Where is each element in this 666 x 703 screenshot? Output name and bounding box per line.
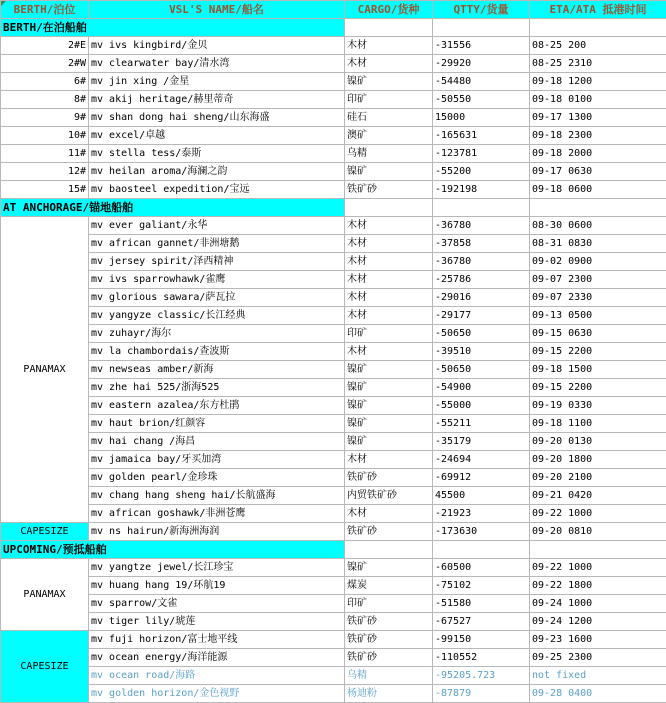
berth-cell: 2#E bbox=[1, 37, 89, 55]
qtty-cell: -173630 bbox=[433, 523, 530, 541]
qtty-cell: -21923 bbox=[433, 505, 530, 523]
cargo-cell: 木材 bbox=[345, 235, 433, 253]
eta-cell: 08-31 0830 bbox=[530, 235, 666, 253]
table-row bbox=[1, 181, 666, 199]
berth-cell: 12# bbox=[1, 163, 89, 181]
eta-cell: 09-20 2100 bbox=[530, 469, 666, 487]
eta-cell: 09-19 0330 bbox=[530, 397, 666, 415]
eta-cell: 09-28 0400 bbox=[530, 685, 666, 703]
qtty-cell: -192198 bbox=[433, 181, 530, 199]
vessel-cell: mv glorious sawara/萨瓦拉 bbox=[89, 289, 345, 307]
section-upcoming-row bbox=[1, 541, 666, 559]
section-anchorage-title: AT ANCHORAGE/锚地船舶 bbox=[1, 199, 345, 217]
cargo-cell: 镍矿 bbox=[345, 559, 433, 577]
vessel-cell: mv huang hang 19/环航19 bbox=[89, 577, 345, 595]
cargo-cell: 木材 bbox=[345, 37, 433, 55]
qtty-cell: -29177 bbox=[433, 307, 530, 325]
eta-cell: 09-17 1300 bbox=[530, 109, 666, 127]
qtty-cell: -31556 bbox=[433, 37, 530, 55]
eta-cell: 09-18 0600 bbox=[530, 181, 666, 199]
qtty-cell: -50650 bbox=[433, 361, 530, 379]
header-row bbox=[1, 1, 666, 19]
table-row bbox=[1, 343, 666, 361]
group-label: PANAMAX bbox=[1, 217, 89, 523]
table-row bbox=[1, 289, 666, 307]
vessel-cell: mv la chambordais/查波斯 bbox=[89, 343, 345, 361]
berth-cell: 15# bbox=[1, 181, 89, 199]
table-row bbox=[1, 361, 666, 379]
table-row bbox=[1, 559, 666, 577]
empty-cell bbox=[345, 541, 433, 559]
cargo-cell: 木材 bbox=[345, 505, 433, 523]
qtty-cell: -99150 bbox=[433, 631, 530, 649]
table-row bbox=[1, 127, 666, 145]
cargo-cell: 木材 bbox=[345, 451, 433, 469]
cargo-cell: 硅石 bbox=[345, 109, 433, 127]
cargo-cell: 铁矿砂 bbox=[345, 613, 433, 631]
vessel-cell: mv excel/卓越 bbox=[89, 127, 345, 145]
vessel-cell: mv eastern azalea/东方杜鹃 bbox=[89, 397, 345, 415]
table-row bbox=[1, 55, 666, 73]
vessel-cell: mv chang hang sheng hai/长航盛海 bbox=[89, 487, 345, 505]
table-row bbox=[1, 649, 666, 667]
vessel-cell: mv ocean road/海路 bbox=[89, 667, 345, 685]
eta-cell: 09-18 0100 bbox=[530, 91, 666, 109]
table-row bbox=[1, 631, 666, 649]
cargo-cell: 铁矿砂 bbox=[345, 181, 433, 199]
vessel-cell: mv akij heritage/赫里蒂奇 bbox=[89, 91, 345, 109]
table-row bbox=[1, 433, 666, 451]
cargo-cell: 镍矿 bbox=[345, 73, 433, 91]
header-berth: BERTH/泊位 bbox=[1, 1, 89, 19]
berth-cell: 11# bbox=[1, 145, 89, 163]
cargo-cell: 印矿 bbox=[345, 325, 433, 343]
berth-cell: 6# bbox=[1, 73, 89, 91]
berth-cell: 8# bbox=[1, 91, 89, 109]
table-row bbox=[1, 415, 666, 433]
table-row bbox=[1, 109, 666, 127]
eta-cell: 09-20 0130 bbox=[530, 433, 666, 451]
qtty-cell: -37858 bbox=[433, 235, 530, 253]
eta-cell: 09-18 1500 bbox=[530, 361, 666, 379]
vessel-cell: mv fuji horizon/富士地平线 bbox=[89, 631, 345, 649]
eta-cell: 08-25 2310 bbox=[530, 55, 666, 73]
vessel-cell: mv jin xing /金星 bbox=[89, 73, 345, 91]
cargo-cell: 木材 bbox=[345, 289, 433, 307]
cargo-cell: 铁矿砂 bbox=[345, 469, 433, 487]
cargo-cell: 乌精 bbox=[345, 667, 433, 685]
table-row bbox=[1, 325, 666, 343]
cargo-cell: 镍矿 bbox=[345, 163, 433, 181]
table-row bbox=[1, 145, 666, 163]
eta-cell: 09-20 0810 bbox=[530, 523, 666, 541]
vessel-cell: mv heilan aroma/海澜之韵 bbox=[89, 163, 345, 181]
table-row bbox=[1, 523, 666, 541]
empty-cell bbox=[530, 541, 666, 559]
berth-cell: 2#W bbox=[1, 55, 89, 73]
group-label: CAPESIZE bbox=[1, 523, 89, 541]
qtty-cell: 45500 bbox=[433, 487, 530, 505]
eta-cell: 09-24 1000 bbox=[530, 595, 666, 613]
vessel-cell: mv jersey spirit/泽西精神 bbox=[89, 253, 345, 271]
empty-cell bbox=[345, 19, 433, 37]
qtty-cell: -29016 bbox=[433, 289, 530, 307]
header-eta: ETA/ATA 抵港时间 bbox=[530, 1, 666, 19]
vessel-cell: mv hai chang /海昌 bbox=[89, 433, 345, 451]
vessel-cell: mv african gannet/非洲塘鹅 bbox=[89, 235, 345, 253]
cargo-cell: 镍矿 bbox=[345, 415, 433, 433]
eta-cell: 09-22 1800 bbox=[530, 577, 666, 595]
eta-cell: 09-25 2300 bbox=[530, 649, 666, 667]
qtty-cell: -35179 bbox=[433, 433, 530, 451]
empty-cell bbox=[530, 199, 666, 217]
qtty-cell: -39510 bbox=[433, 343, 530, 361]
cargo-cell: 镍矿 bbox=[345, 397, 433, 415]
cargo-cell: 印矿 bbox=[345, 91, 433, 109]
cargo-cell: 煤炭 bbox=[345, 577, 433, 595]
table-row bbox=[1, 577, 666, 595]
table-row bbox=[1, 253, 666, 271]
qtty-cell: -25786 bbox=[433, 271, 530, 289]
qtty-cell: -24694 bbox=[433, 451, 530, 469]
cargo-cell: 内贸铁矿砂 bbox=[345, 487, 433, 505]
vessel-cell: mv golden horizon/金色视野 bbox=[89, 685, 345, 703]
eta-cell: 09-02 0900 bbox=[530, 253, 666, 271]
vessel-cell: mv ocean energy/海洋能源 bbox=[89, 649, 345, 667]
cargo-cell: 铁矿砂 bbox=[345, 631, 433, 649]
qtty-cell: -165631 bbox=[433, 127, 530, 145]
qtty-cell: -95205.723 bbox=[433, 667, 530, 685]
eta-cell: 09-15 0630 bbox=[530, 325, 666, 343]
cargo-cell: 木材 bbox=[345, 343, 433, 361]
cargo-cell: 木材 bbox=[345, 55, 433, 73]
cargo-cell: 镍矿 bbox=[345, 379, 433, 397]
eta-cell: 09-18 2000 bbox=[530, 145, 666, 163]
eta-cell: 09-15 2200 bbox=[530, 343, 666, 361]
vessel-cell: mv sparrow/文雀 bbox=[89, 595, 345, 613]
table-row bbox=[1, 307, 666, 325]
table-row bbox=[1, 487, 666, 505]
berth-cell: 10# bbox=[1, 127, 89, 145]
cargo-cell: 镍矿 bbox=[345, 433, 433, 451]
cell-marker-icon bbox=[1, 1, 6, 6]
vessel-cell: mv clearwater bay/清水湾 bbox=[89, 55, 345, 73]
vessel-cell: mv african goshawk/非洲苍鹰 bbox=[89, 505, 345, 523]
table-row bbox=[1, 667, 666, 685]
vessel-cell: mv ns hairun/新海洲海润 bbox=[89, 523, 345, 541]
vessel-cell: mv zhe hai 525/浙海525 bbox=[89, 379, 345, 397]
header-vessel: VSL'S NAME/船名 bbox=[89, 1, 345, 19]
table-row bbox=[1, 235, 666, 253]
cargo-cell: 铁矿砂 bbox=[345, 649, 433, 667]
qtty-cell: -36780 bbox=[433, 217, 530, 235]
section-anchorage-row bbox=[1, 199, 666, 217]
qtty-cell: -29920 bbox=[433, 55, 530, 73]
vessel-cell: mv golden pearl/金珍珠 bbox=[89, 469, 345, 487]
eta-cell: 09-17 0630 bbox=[530, 163, 666, 181]
table-row bbox=[1, 217, 666, 235]
header-cargo: CARGO/货种 bbox=[345, 1, 433, 19]
qtty-cell: -67527 bbox=[433, 613, 530, 631]
eta-cell: 09-22 1000 bbox=[530, 505, 666, 523]
eta-cell: 09-21 0420 bbox=[530, 487, 666, 505]
eta-cell: 09-18 1200 bbox=[530, 73, 666, 91]
cargo-cell: 乌精 bbox=[345, 145, 433, 163]
qtty-cell: -50550 bbox=[433, 91, 530, 109]
table-row bbox=[1, 271, 666, 289]
vessel-cell: mv haut brion/红颜容 bbox=[89, 415, 345, 433]
eta-cell: 08-25 200 bbox=[530, 37, 666, 55]
empty-cell bbox=[433, 199, 530, 217]
table-row bbox=[1, 451, 666, 469]
table-row bbox=[1, 469, 666, 487]
vessel-cell: mv yangyze classic/长江经典 bbox=[89, 307, 345, 325]
qtty-cell: 15000 bbox=[433, 109, 530, 127]
eta-cell: 09-13 0500 bbox=[530, 307, 666, 325]
table-row bbox=[1, 73, 666, 91]
empty-cell bbox=[433, 541, 530, 559]
cargo-cell: 印矿 bbox=[345, 595, 433, 613]
section-berth-row bbox=[1, 19, 666, 37]
berth-cell: 9# bbox=[1, 109, 89, 127]
qtty-cell: -123781 bbox=[433, 145, 530, 163]
table-row bbox=[1, 505, 666, 523]
qtty-cell: -54900 bbox=[433, 379, 530, 397]
empty-cell bbox=[345, 199, 433, 217]
qtty-cell: -75102 bbox=[433, 577, 530, 595]
table-row bbox=[1, 379, 666, 397]
empty-cell bbox=[433, 19, 530, 37]
qtty-cell: -69912 bbox=[433, 469, 530, 487]
cargo-cell: 木材 bbox=[345, 271, 433, 289]
cargo-cell: 杨迪粉 bbox=[345, 685, 433, 703]
qtty-cell: -54480 bbox=[433, 73, 530, 91]
vessel-cell: mv stella tess/泰斯 bbox=[89, 145, 345, 163]
qtty-cell: -50650 bbox=[433, 325, 530, 343]
table-row bbox=[1, 37, 666, 55]
group-label: CAPESIZE bbox=[1, 631, 89, 703]
vessel-cell: mv ivs sparrowhawk/雀鹰 bbox=[89, 271, 345, 289]
table-row bbox=[1, 685, 666, 703]
section-berth-title: BERTH/在泊船舶 bbox=[1, 19, 345, 37]
vessel-cell: mv yangtze jewel/长江珍宝 bbox=[89, 559, 345, 577]
eta-cell: 09-15 2200 bbox=[530, 379, 666, 397]
qtty-cell: -36780 bbox=[433, 253, 530, 271]
eta-cell: 09-24 1200 bbox=[530, 613, 666, 631]
eta-cell: 09-18 1100 bbox=[530, 415, 666, 433]
vessel-cell: mv jamaica bay/牙买加湾 bbox=[89, 451, 345, 469]
header-qtty: QTTY/货量 bbox=[433, 1, 530, 19]
eta-cell: 09-20 1800 bbox=[530, 451, 666, 469]
cargo-cell: 木材 bbox=[345, 217, 433, 235]
vessel-cell: mv ever galiant/永华 bbox=[89, 217, 345, 235]
table-row bbox=[1, 397, 666, 415]
vessel-cell: mv tiger lily/琥莲 bbox=[89, 613, 345, 631]
empty-cell bbox=[530, 19, 666, 37]
eta-cell: 09-23 1600 bbox=[530, 631, 666, 649]
eta-cell: 09-07 2300 bbox=[530, 271, 666, 289]
table-row bbox=[1, 613, 666, 631]
qtty-cell: -55200 bbox=[433, 163, 530, 181]
eta-cell: 09-07 2330 bbox=[530, 289, 666, 307]
vessel-cell: mv baosteel expedition/宝远 bbox=[89, 181, 345, 199]
qtty-cell: -55211 bbox=[433, 415, 530, 433]
cargo-cell: 木材 bbox=[345, 307, 433, 325]
table-row bbox=[1, 595, 666, 613]
vessel-cell: mv ivs kingbird/金贝 bbox=[89, 37, 345, 55]
table-row bbox=[1, 91, 666, 109]
qtty-cell: -51580 bbox=[433, 595, 530, 613]
qtty-cell: -87879 bbox=[433, 685, 530, 703]
qtty-cell: -60500 bbox=[433, 559, 530, 577]
cargo-cell: 澳矿 bbox=[345, 127, 433, 145]
cargo-cell: 铁矿砂 bbox=[345, 523, 433, 541]
table-row bbox=[1, 163, 666, 181]
cargo-cell: 镍矿 bbox=[345, 361, 433, 379]
eta-cell: 08-30 0600 bbox=[530, 217, 666, 235]
section-upcoming-title: UPCOMING/预抵船舶 bbox=[1, 541, 345, 559]
group-label: PANAMAX bbox=[1, 559, 89, 631]
qtty-cell: -55000 bbox=[433, 397, 530, 415]
qtty-cell: -110552 bbox=[433, 649, 530, 667]
vessel-cell: mv shan dong hai sheng/山东海盛 bbox=[89, 109, 345, 127]
eta-cell: 09-22 1000 bbox=[530, 559, 666, 577]
vessel-cell: mv zuhayr/海尔 bbox=[89, 325, 345, 343]
eta-cell: 09-18 2300 bbox=[530, 127, 666, 145]
eta-cell: not fixed bbox=[530, 667, 666, 685]
vessel-cell: mv newseas amber/新海 bbox=[89, 361, 345, 379]
cargo-cell: 木材 bbox=[345, 253, 433, 271]
